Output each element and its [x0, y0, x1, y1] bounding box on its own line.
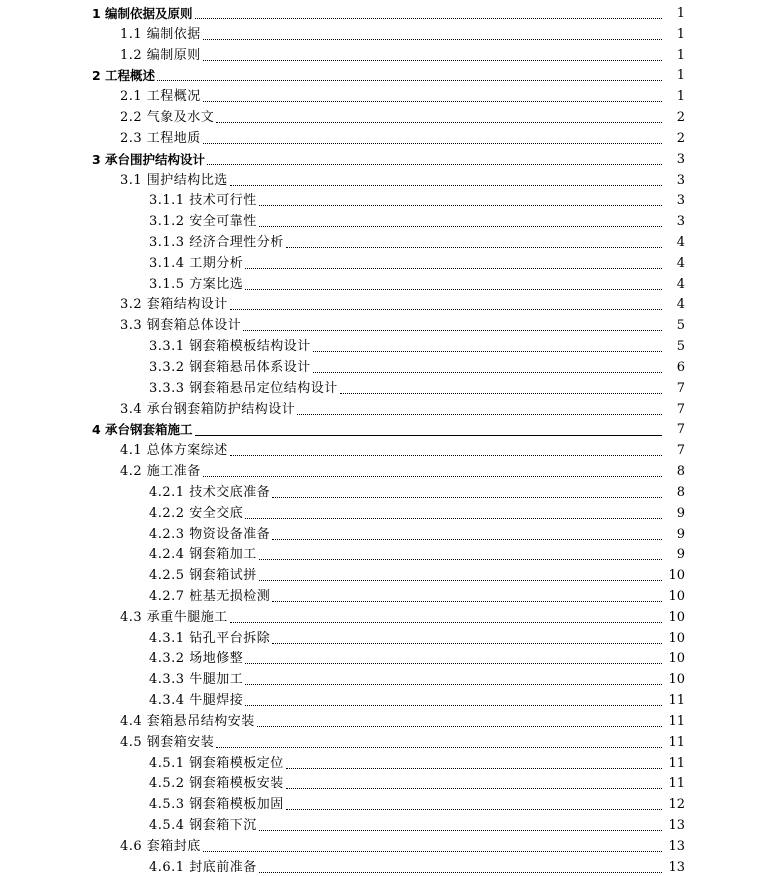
toc-entry[interactable] [0, 44, 685, 64]
toc-entry-title: 1 编制依据及原则 [92, 6, 193, 21]
toc-leader-dots [195, 434, 662, 436]
toc-entry[interactable] [0, 460, 685, 480]
toc-entry-page-number: 13 [668, 838, 685, 854]
toc-entry-page-number: 10 [668, 609, 685, 625]
toc-entry-page-number: 13 [668, 859, 685, 875]
toc-entry-title: 3.2 套箱结构设计 [120, 297, 228, 313]
toc-entry-page-number: 11 [668, 755, 685, 771]
toc-entry-title: 2.3 工程地质 [120, 130, 201, 146]
toc-leader-dots [313, 371, 662, 373]
toc-entry-page-number: 9 [676, 547, 685, 563]
toc-entry-title: 3.1.3 经济合理性分析 [149, 235, 284, 251]
toc-entry[interactable] [0, 273, 685, 293]
toc-entry-title: 4.5.2 钢套箱模板安装 [149, 776, 284, 792]
toc-leader-dots [297, 413, 662, 415]
toc-leader-dots [203, 850, 662, 852]
toc-leader-dots [286, 767, 662, 769]
toc-entry[interactable] [0, 606, 685, 626]
toc-entry[interactable] [0, 2, 685, 22]
toc-leader-dots [259, 558, 662, 560]
toc-leader-dots [230, 454, 662, 456]
toc-entry-title: 3.1.4 工期分析 [149, 255, 244, 271]
toc-entry-page-number: 4 [676, 276, 685, 292]
toc-entry-page-number: 7 [676, 380, 685, 396]
toc-entry-page-number: 12 [668, 797, 685, 813]
toc-entry[interactable] [0, 523, 685, 543]
toc-entry-title: 3.1.2 安全可靠性 [149, 214, 257, 230]
toc-leader-dots [286, 808, 662, 810]
toc-entry[interactable] [0, 377, 685, 397]
toc-leader-dots [203, 475, 662, 477]
toc-entry-title: 3.1.1 技术可行性 [149, 193, 257, 209]
toc-entry[interactable] [0, 23, 685, 43]
toc-entry[interactable] [0, 814, 685, 834]
toc-entry[interactable] [0, 189, 685, 209]
toc-entry-title: 4.2.1 技术交底准备 [149, 484, 271, 500]
toc-entry-title: 3.3.3 钢套箱悬吊定位结构设计 [149, 380, 338, 396]
toc-entry-title: 4.3.3 牛腿加工 [149, 672, 244, 688]
toc-entry-page-number: 3 [676, 214, 685, 230]
toc-leader-dots [259, 579, 662, 581]
toc-entry-title: 4.5.1 钢套箱模板定位 [149, 755, 284, 771]
toc-entry-page-number: 10 [668, 651, 685, 667]
toc-entry-page-number: 7 [676, 401, 685, 417]
toc-entry-title: 4.1 总体方案综述 [120, 443, 228, 459]
toc-entry[interactable] [0, 148, 685, 168]
toc-entry[interactable] [0, 210, 685, 230]
toc-entry[interactable] [0, 418, 685, 438]
toc-entry-title: 3.1.5 方案比选 [149, 276, 244, 292]
toc-entry-page-number: 1 [676, 89, 685, 105]
toc-leader-dots [340, 392, 662, 394]
toc-entry-page-number: 4 [676, 235, 685, 251]
toc-leader-dots [245, 267, 662, 269]
toc-entry-title: 4.2.3 物资设备准备 [149, 526, 271, 542]
toc-leader-dots [286, 787, 662, 789]
toc-leader-dots [230, 184, 662, 186]
toc-leader-dots [259, 829, 662, 831]
toc-entry-title: 3.3.1 钢套箱模板结构设计 [149, 339, 311, 355]
toc-entry-title: 4.3 承重牛腿施工 [120, 609, 228, 625]
toc-entry-page-number: 7 [676, 443, 685, 459]
toc-leader-dots [216, 746, 662, 748]
toc-entry-page-number: 8 [676, 484, 685, 500]
toc-entry[interactable] [0, 856, 685, 876]
toc-entry-title: 3 承台围护结构设计 [92, 151, 206, 167]
toc-leader-dots [203, 59, 662, 61]
toc-entry-page-number: 8 [676, 464, 685, 480]
toc-entry-title: 4.6.1 封底前准备 [149, 859, 257, 875]
toc-entry-page-number: 1 [676, 68, 685, 84]
toc-entry-title: 4.2.5 钢套箱试拼 [149, 568, 257, 584]
toc-entry-title: 4.2 施工准备 [120, 464, 201, 480]
toc-entry-page-number: 2 [676, 130, 685, 146]
toc-leader-dots [272, 600, 662, 602]
toc-leader-dots [245, 662, 662, 664]
toc-entry-page-number: 1 [676, 6, 685, 21]
toc-entry[interactable] [0, 231, 685, 251]
toc-entry-title: 3.4 承台钢套箱防护结构设计 [120, 401, 296, 417]
toc-entry[interactable] [0, 543, 685, 563]
toc-entry[interactable] [0, 85, 685, 105]
toc-entry[interactable] [0, 585, 685, 605]
toc-leader-dots [203, 100, 662, 102]
toc-leader-dots [313, 350, 662, 352]
toc-entry-page-number: 7 [676, 422, 685, 438]
toc-entry[interactable] [0, 169, 685, 189]
toc-entry-title: 4.3.1 钻孔平台拆除 [149, 630, 271, 646]
toc-entry-page-number: 5 [676, 339, 685, 355]
toc-entry-page-number: 4 [676, 297, 685, 313]
toc-entry-page-number: 11 [668, 776, 685, 792]
toc-entry[interactable] [0, 481, 685, 501]
toc-leader-dots [203, 142, 662, 144]
toc-entry-page-number: 10 [668, 630, 685, 646]
toc-entry[interactable] [0, 710, 685, 730]
toc-entry[interactable] [0, 252, 685, 272]
toc-leader-dots [243, 329, 662, 331]
toc-entry[interactable] [0, 398, 685, 418]
toc-leader-dots [245, 683, 662, 685]
toc-entry-page-number: 3 [676, 172, 685, 188]
toc-entry-page-number: 10 [668, 672, 685, 688]
toc-entry-page-number: 1 [676, 26, 685, 42]
toc-leader-dots [259, 204, 662, 206]
toc-entry[interactable] [0, 772, 685, 792]
toc-entry[interactable] [0, 835, 685, 855]
toc-entry[interactable] [0, 64, 685, 84]
toc-entry-title: 4.5.4 钢套箱下沉 [149, 817, 257, 833]
toc-entry[interactable] [0, 564, 685, 584]
toc-entry[interactable] [0, 731, 685, 751]
toc-leader-dots [245, 704, 662, 706]
toc-leader-dots [245, 288, 662, 290]
toc-entry-page-number: 6 [676, 359, 685, 375]
toc-entry-title: 3.3 钢套箱总体设计 [120, 318, 242, 334]
toc-entry[interactable] [0, 335, 685, 355]
toc-entry[interactable] [0, 293, 685, 313]
toc-leader-dots [195, 17, 662, 19]
toc-entry-title: 4 承台钢套箱施工 [92, 422, 193, 438]
toc-entry[interactable] [0, 502, 685, 522]
toc-entry[interactable] [0, 647, 685, 667]
toc-entry-title: 2 工程概述 [92, 68, 156, 84]
toc-entry-title: 4.6 套箱封底 [120, 838, 201, 854]
toc-entry[interactable] [0, 793, 685, 813]
toc-entry-title: 2.2 气象及水文 [120, 110, 215, 126]
toc-leader-dots [157, 79, 662, 81]
toc-entry-title: 1.2 编制原则 [120, 47, 201, 63]
toc-entry-page-number: 11 [668, 713, 685, 729]
toc-leader-dots [259, 225, 662, 227]
toc-leader-dots [203, 38, 662, 40]
toc-entry-page-number: 4 [676, 255, 685, 271]
toc-leader-dots [259, 871, 662, 873]
toc-entry-page-number: 9 [676, 526, 685, 542]
toc-entry-title: 4.3.2 场地修整 [149, 651, 244, 667]
toc-leader-dots [230, 308, 662, 310]
toc-entry-page-number: 10 [668, 588, 685, 604]
toc-leader-dots [286, 246, 662, 248]
toc-entry-title: 4.2.7 桩基无损检测 [149, 588, 271, 604]
toc-entry-title: 1.1 编制依据 [120, 26, 201, 42]
toc-entry-title: 4.4 套箱悬吊结构安装 [120, 713, 255, 729]
toc-entry-title: 4.2.4 钢套箱加工 [149, 547, 257, 563]
toc-leader-dots [207, 163, 662, 165]
toc-entry-page-number: 2 [676, 110, 685, 126]
toc-entry[interactable] [0, 752, 685, 772]
toc-leader-dots [230, 621, 662, 623]
toc-leader-dots [272, 642, 662, 644]
toc-leader-dots [257, 725, 662, 727]
toc-entry[interactable] [0, 106, 685, 126]
toc-leader-dots [272, 538, 662, 540]
toc-entry[interactable] [0, 439, 685, 459]
toc-entry-page-number: 11 [668, 693, 685, 709]
toc-entry-title: 3.3.2 钢套箱悬吊体系设计 [149, 359, 311, 375]
toc-entry[interactable] [0, 127, 685, 147]
toc-entry-title: 4.5.3 钢套箱模板加固 [149, 797, 284, 813]
toc-entry-page-number: 10 [668, 568, 685, 584]
toc-entry-page-number: 9 [676, 505, 685, 521]
toc-entry-page-number: 5 [676, 318, 685, 334]
toc-entry-page-number: 1 [676, 47, 685, 63]
toc-entry-page-number: 13 [668, 817, 685, 833]
toc-entry[interactable] [0, 668, 685, 688]
toc-entry-title: 4.2.2 安全交底 [149, 505, 244, 521]
toc-entry[interactable] [0, 627, 685, 647]
toc-entry-page-number: 11 [668, 734, 685, 750]
toc-entry[interactable] [0, 314, 685, 334]
toc-entry[interactable] [0, 356, 685, 376]
toc-entry-title: 4.5 钢套箱安装 [120, 734, 215, 750]
toc-entry-title: 3.1 围护结构比选 [120, 172, 228, 188]
toc-entry[interactable] [0, 689, 685, 709]
toc-leader-dots [216, 121, 662, 123]
toc-leader-dots [272, 496, 662, 498]
toc-entry-title: 2.1 工程概况 [120, 89, 201, 105]
toc-leader-dots [245, 517, 662, 519]
toc-entry-page-number: 3 [676, 193, 685, 209]
toc-entry-page-number: 3 [676, 151, 685, 167]
toc-entry-title: 4.3.4 牛腿焊接 [149, 693, 244, 709]
